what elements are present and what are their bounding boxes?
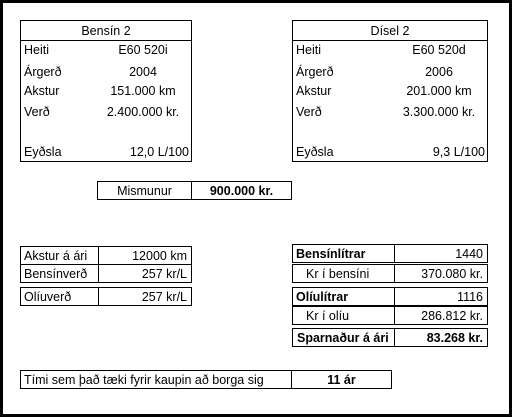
- left-car-value-price: 2.400.000 kr.: [106, 105, 180, 119]
- left-car-value-consumption: 12,0 L/100: [129, 145, 189, 159]
- result-label-annual-savings: Sparnaður á ári: [292, 328, 395, 347]
- input-label-diesel-price: Olíuverð: [20, 287, 99, 306]
- left-car-value-year: 2004: [129, 65, 157, 79]
- right-car-title: Dísel 2: [293, 21, 487, 41]
- left-car-label-price: Verð: [24, 105, 50, 119]
- right-car-value-mileage: 201.000 km: [406, 84, 472, 98]
- result-label-gasoline-cost: Kr í bensíni: [292, 264, 395, 283]
- result-label-diesel-cost: Kr í olíu: [292, 306, 395, 325]
- input-value-annual-mileage[interactable]: 12000 km: [98, 246, 192, 265]
- result-value-gasoline-liters: 1440: [394, 244, 488, 263]
- left-car-label-consumption: Eyðsla: [24, 145, 62, 159]
- result-value-gasoline-cost: 370.080 kr.: [394, 264, 488, 283]
- left-car-title: Bensín 2: [21, 21, 191, 41]
- right-car-box: [292, 20, 488, 162]
- left-car-label-mileage: Akstur: [24, 84, 60, 98]
- right-car-value-name: E60 520d: [412, 43, 466, 57]
- input-label-gasoline-price: Bensínverð: [20, 264, 99, 283]
- left-car-value-mileage: 151.000 km: [110, 84, 176, 98]
- difference-value: 900.000 kr.: [191, 181, 292, 200]
- payback-value: 11 ár: [291, 370, 392, 389]
- left-car-box: [20, 20, 192, 162]
- right-car-label-year: Árgerð: [296, 65, 334, 79]
- left-car-value-name: E60 520i: [118, 43, 168, 57]
- result-value-diesel-cost: 286.812 kr.: [394, 306, 488, 325]
- result-value-annual-savings: 83.268 kr.: [394, 328, 488, 347]
- right-car-label-name: Heiti: [296, 43, 322, 57]
- result-label-gasoline-liters: Bensínlítrar: [292, 244, 395, 263]
- input-value-diesel-price[interactable]: 257 kr/L: [98, 287, 192, 306]
- difference-label: Mismunur: [97, 181, 192, 200]
- right-car-value-consumption: 9,3 L/100: [432, 145, 485, 159]
- left-car-label-name: Heiti: [24, 43, 50, 57]
- right-car-value-year: 2006: [425, 65, 453, 79]
- payback-label: Tími sem það tæki fyrir kaupin að borga sig: [20, 370, 292, 389]
- right-car-label-mileage: Akstur: [296, 84, 332, 98]
- input-label-annual-mileage: Akstur á ári: [20, 246, 99, 265]
- right-car-value-price: 3.300.000 kr.: [402, 105, 476, 119]
- right-car-label-consumption: Eyðsla: [296, 145, 334, 159]
- result-label-diesel-liters: Olíulítrar: [292, 287, 395, 306]
- input-value-gasoline-price[interactable]: 257 kr/L: [98, 264, 192, 283]
- left-car-label-year: Árgerð: [24, 65, 62, 79]
- right-car-label-price: Verð: [296, 105, 322, 119]
- result-value-diesel-liters: 1116: [394, 287, 488, 306]
